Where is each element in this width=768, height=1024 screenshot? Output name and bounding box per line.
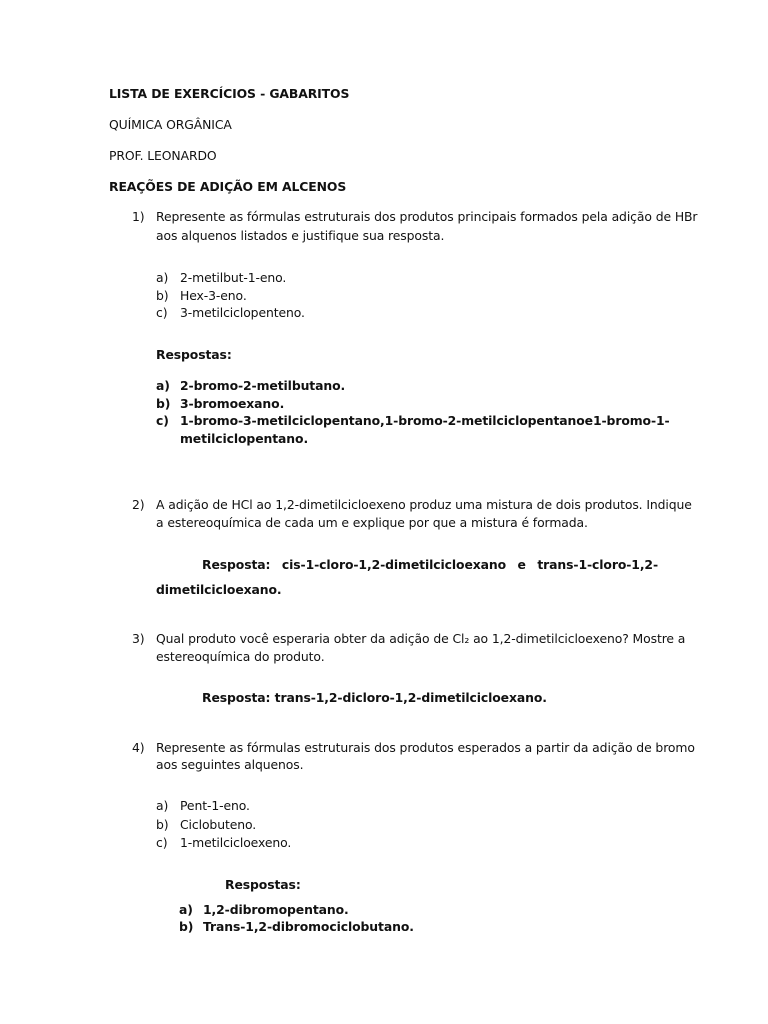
q2-answer	[202, 557, 658, 573]
q4-item-a: Pent-1-eno.	[180, 798, 250, 813]
q4-line-2: aos seguintes alquenos.	[156, 757, 304, 772]
q1-answer-c	[180, 413, 670, 429]
subject: QUÍMICA ORGÂNICA	[109, 117, 232, 132]
q1-item-b: Hex-3-eno.	[180, 288, 247, 303]
q2-answer-continued: dimetilcicloexano.	[156, 582, 282, 597]
q4-item-b: Ciclobuteno.	[180, 817, 257, 832]
q2-line-2: a estereoquímica de cada um e explique por que a mistura é formada.	[156, 515, 588, 530]
q4-item-b-label: b)	[156, 817, 169, 832]
q1-item-c-label: c)	[156, 305, 168, 320]
q1-item-a-label: a)	[156, 270, 169, 285]
q2-line-1: A adição de HCl ao 1,2-dimetilcicloexeno produz uma mistura de dois produtos. Indique	[156, 497, 692, 512]
q4-answer-a: 1,2-dibromopentano.	[203, 902, 349, 917]
q4-line-1: Represente as fórmulas estruturais dos produtos esperados a partir da adição de bromo	[156, 740, 695, 755]
q2-answer-word: trans-1-cloro-1,2-	[537, 557, 658, 572]
q1-item-c: 3-metilciclopenteno.	[180, 305, 305, 320]
doc-title: LISTA DE EXERCÍCIOS - GABARITOS	[109, 86, 350, 101]
q3-answer: Resposta: trans-1,2-dicloro-1,2-dimetilcicloexano.	[202, 690, 547, 705]
q1-answer-c-word: e	[584, 413, 593, 428]
q1-answer-a-label: a)	[156, 378, 170, 393]
q1-answer-b-label: b)	[156, 396, 171, 411]
q4-answer-b-label: b)	[179, 919, 194, 934]
q1-answer-c-label: c)	[156, 413, 169, 428]
q4-number: 4)	[132, 740, 145, 755]
q2-answer-word: Resposta:	[202, 557, 271, 572]
q4-item-c-label: c)	[156, 835, 168, 850]
q4-item-a-label: a)	[156, 798, 169, 813]
q1-item-b-label: b)	[156, 288, 169, 303]
q4-answer-a-label: a)	[179, 902, 193, 917]
q3-number: 3)	[132, 631, 145, 646]
q1-answer-b: 3-bromoexano.	[180, 396, 285, 411]
q1-line-2: aos alquenos listados e justifique sua resposta.	[156, 228, 445, 243]
q1-answer-c-word: 1-bromo-3-metilciclopentano,	[180, 413, 385, 428]
teacher: PROF. LEONARDO	[109, 148, 217, 163]
q2-answer-word: cis-1-cloro-1,2-dimetilcicloexano	[281, 557, 507, 572]
q1-answer-c-word: 1-bromo-1-	[592, 413, 670, 428]
q2-answer-word: e	[517, 557, 526, 572]
q3-line-2: estereoquímica do produto.	[156, 649, 325, 664]
q1-number: 1)	[132, 209, 145, 224]
q1-line-1: Represente as fórmulas estruturais dos produtos principais formados pela adição de HBr	[156, 209, 698, 224]
section-title: REAÇÕES DE ADIÇÃO EM ALCENOS	[109, 179, 347, 194]
q1-answer-a: 2-bromo-2-metilbutano.	[180, 378, 346, 393]
q1-answers-title: Respostas:	[156, 347, 232, 362]
q2-number: 2)	[132, 497, 145, 512]
q4-answer-b: Trans-1,2-dibromociclobutano.	[203, 919, 414, 934]
q4-answers-title: Respostas:	[225, 877, 301, 892]
q1-answer-c-continued: metilciclopentano.	[180, 431, 309, 446]
q3-line-1: Qual produto você esperaria obter da adição de Cl₂ ao 1,2-dimetilcicloexeno? Mostre a	[156, 631, 686, 646]
q4-item-c: 1-metilcicloexeno.	[180, 835, 292, 850]
q1-item-a: 2-metilbut-1-eno.	[180, 270, 287, 285]
q1-answer-c-word: 1-bromo-2-metilciclopentano	[384, 413, 585, 428]
